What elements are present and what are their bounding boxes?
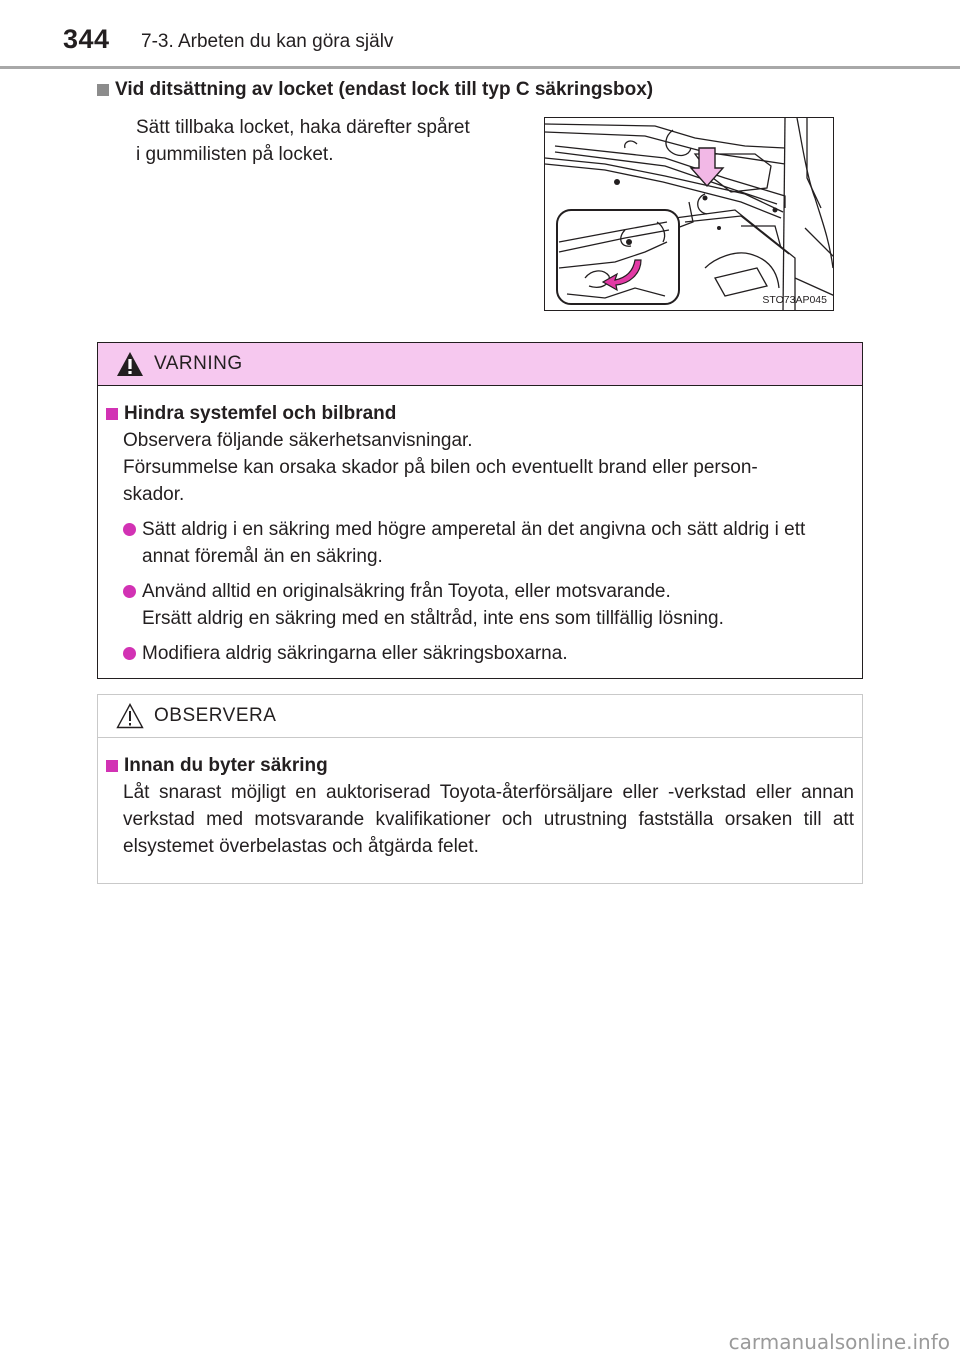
square-bullet-icon [106, 760, 118, 772]
warning-line-2: Försummelse kan orsaka skador på bilen och eventuellt brand eller person- [123, 457, 758, 478]
notice-header [98, 695, 862, 738]
section-heading [97, 79, 653, 101]
footer-watermark[interactable]: carmanualsonline.info [728, 1330, 950, 1354]
round-bullet-icon [123, 647, 136, 660]
notice-triangle-icon [116, 703, 144, 729]
warning-title: VARNING [154, 353, 243, 374]
intro-line-2: i gummilisten på locket. [136, 144, 334, 165]
warning-bullet-3 [106, 640, 854, 667]
chapter-title: 7-3. Arbeten du kan göra själv [141, 31, 394, 52]
notice-subheading [106, 752, 854, 779]
intro-paragraph [136, 114, 526, 168]
warning-bullet-2-text [142, 578, 854, 632]
round-bullet-icon [123, 523, 136, 536]
warning-bullet-2-line-1: Använd alltid en originalsäkring från Toyota, eller motsvarande. [142, 581, 671, 602]
warning-subheading-text: Hindra systemfel och bilbrand [124, 403, 397, 424]
warning-header [98, 343, 862, 386]
warning-bullet-2 [106, 578, 854, 632]
warning-box [97, 342, 863, 679]
figure-code: STO73AP045 [762, 294, 827, 306]
warning-intro [106, 427, 854, 508]
warning-bullet-1-text: Sätt aldrig i en säkring med högre amperetal än det angivna och sätt aldrig i ett annat föremål än en säkring. [142, 519, 806, 567]
warning-triangle-icon [116, 351, 144, 377]
notice-subheading-text: Innan du byter säkring [124, 755, 328, 776]
intro-line-1: Sätt tillbaka locket, haka därefter spåret [136, 117, 470, 138]
warning-bullet-2-line-2: Ersätt aldrig en säkring med en ståltråd, inte ens som tillfällig lösning. [142, 608, 724, 629]
warning-body [98, 386, 862, 667]
header-divider [0, 66, 960, 69]
warning-subheading [106, 400, 854, 427]
warning-bullet-3-text: Modifiera aldrig säkringarna eller säkringsboxarna. [142, 643, 568, 664]
fuse-box-cover-drawing [545, 118, 834, 311]
square-bullet-icon [106, 408, 118, 420]
warning-line-1: Observera följande säkerhetsanvisningar. [123, 430, 473, 451]
round-bullet-icon [123, 585, 136, 598]
section-heading-text: Vid ditsättning av locket (endast lock till typ C säkringsbox) [115, 79, 654, 100]
fuse-box-illustration [544, 117, 834, 311]
notice-text: Låt snarast möjligt en auktoriserad Toyota-återförsäljare eller -verkstad eller annan verkstad med motsvarande kvalifikationer och utrustning fastställa orsaken till att elsystemet överbelastas och åtgärda felet. [123, 782, 854, 857]
page-number: 344 [63, 24, 110, 54]
warning-line-3: skador. [123, 484, 185, 505]
square-bullet-icon [97, 84, 109, 96]
notice-title: OBSERVERA [154, 705, 277, 726]
notice-box [97, 694, 863, 884]
notice-body [98, 738, 862, 860]
warning-bullet-1 [106, 516, 854, 570]
